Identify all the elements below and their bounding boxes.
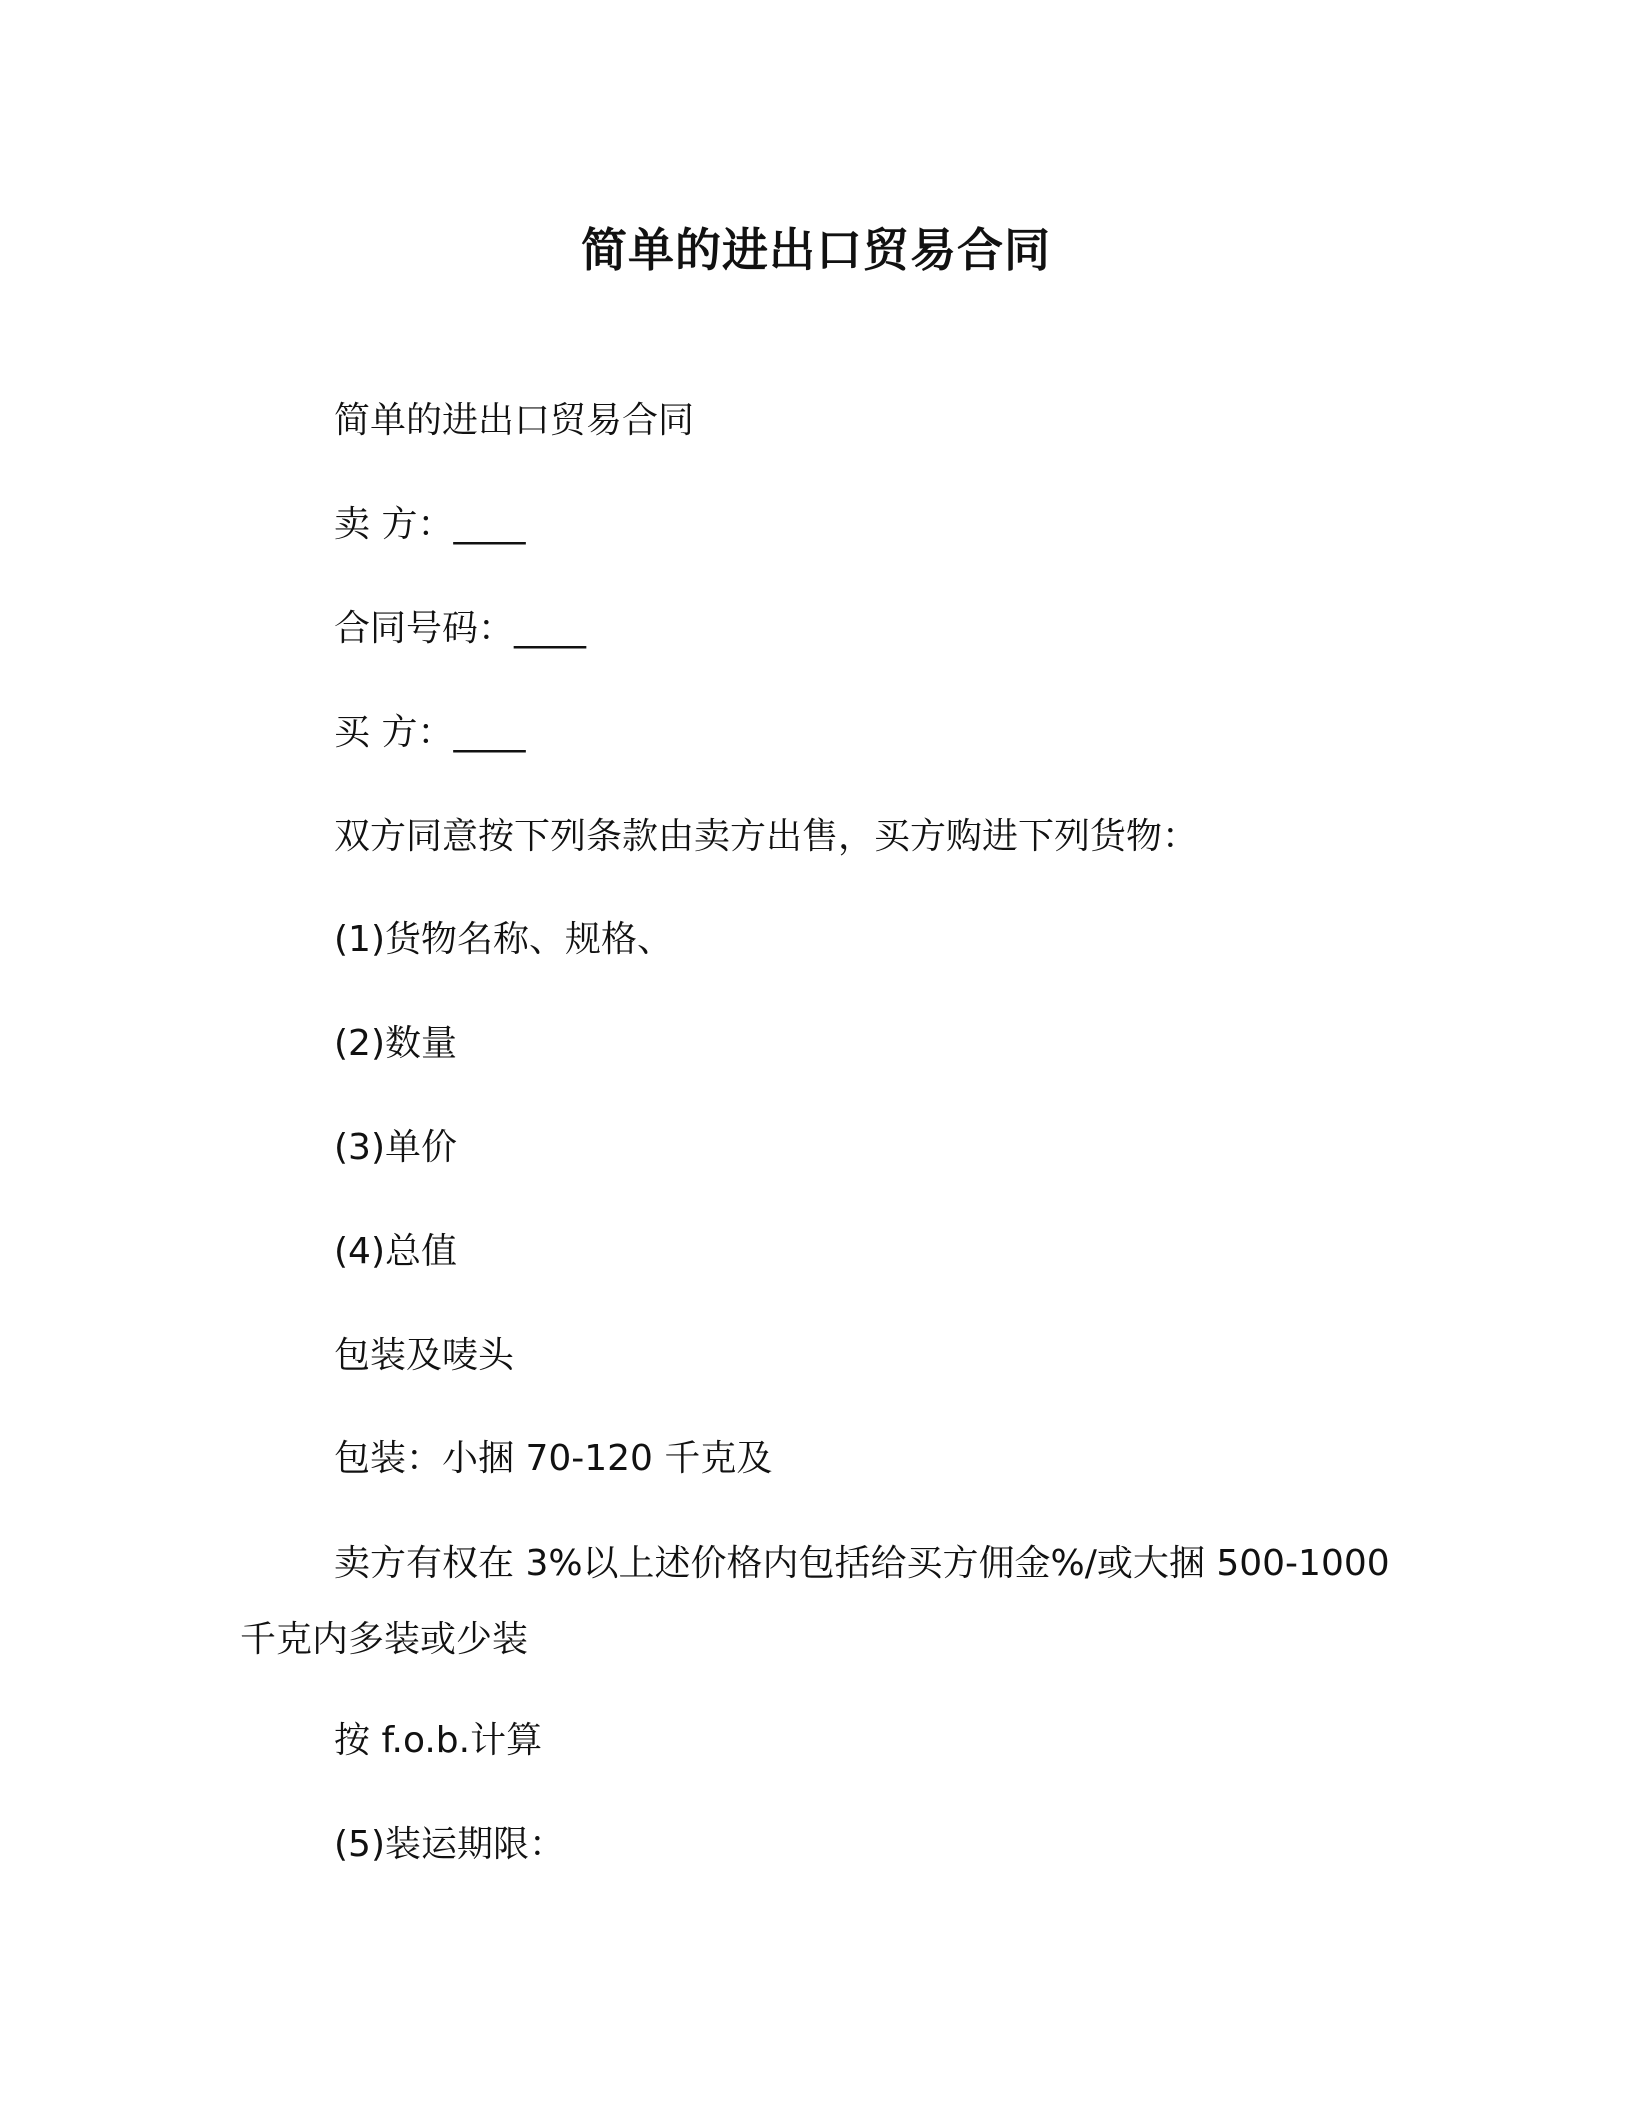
paragraph-total-value: (4)总值 xyxy=(334,1231,457,1272)
paragraph-shipment-period: (5)装运期限： xyxy=(334,1824,565,1865)
paragraph-fob: 按 f.o.b.计算 xyxy=(334,1720,543,1761)
paragraph-contract-number: 合同号码：____ xyxy=(334,608,587,649)
paragraph-seller-option: 卖方有权在 3%以上述价格内包括给买方佣金%/或大捆 500-1000 千克内多装或少装 xyxy=(240,1543,1390,1660)
paragraph-seller: 卖 方：____ xyxy=(334,504,526,545)
paragraph-buyer: 买 方：____ xyxy=(334,712,526,753)
paragraph-agreement: 双方同意按下列条款由卖方出售，买方购进下列货物： xyxy=(334,816,1199,857)
paragraph-goods-name: (1)货物名称、规格、 xyxy=(334,919,673,960)
paragraph-subtitle: 简单的进出口贸易合同 xyxy=(334,400,695,441)
document-title: 简单的进出口贸易合同 xyxy=(581,223,1051,277)
paragraph-packing-marks: 包装及唛头 xyxy=(334,1335,515,1376)
paragraph-quantity: (2)数量 xyxy=(334,1023,457,1064)
paragraph-packing: 包装：小捆 70-120 千克及 xyxy=(334,1438,773,1479)
paragraph-unit-price: (3)单价 xyxy=(334,1127,457,1168)
